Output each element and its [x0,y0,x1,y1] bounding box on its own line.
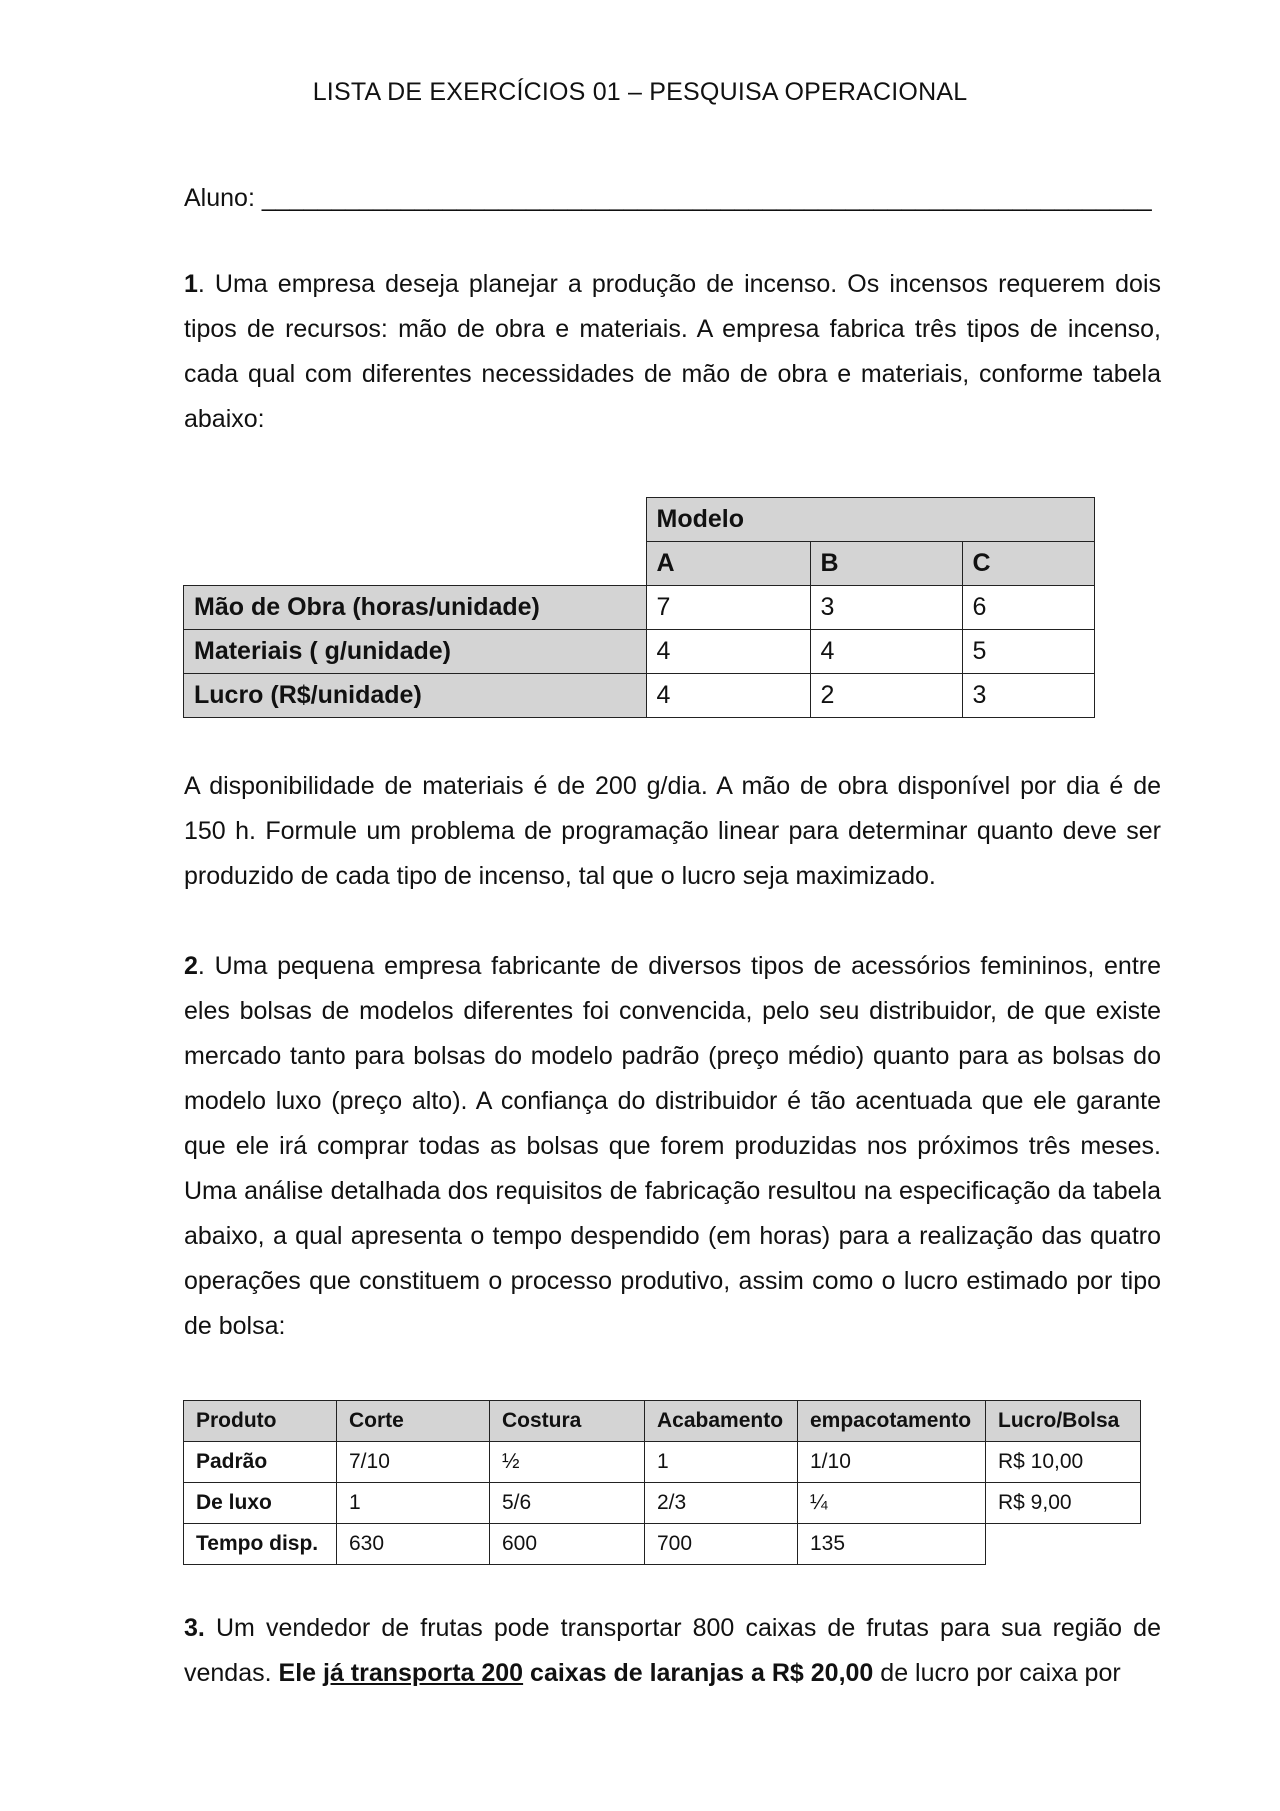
row-label: Mão de Obra (horas/unidade) [184,586,647,630]
table-cell: 1 [645,1442,798,1483]
table-cell: 1 [337,1483,490,1524]
table-cell: 6 [962,586,1094,630]
table-cell: 4 [646,674,810,718]
col-header: B [810,542,962,586]
col-header: C [962,542,1094,586]
table-cell: 4 [646,630,810,674]
table-row [184,674,1095,718]
table-row [184,1442,1141,1483]
table-row [184,1483,1141,1524]
student-name-line: Aluno: ________________________________________________________________ [184,184,1152,212]
col-header: Lucro/Bolsa [986,1401,1141,1442]
table-cell: 3 [810,586,962,630]
table-cell: R$ 9,00 [986,1483,1141,1524]
table-cell: 700 [645,1524,798,1565]
table-cell: 7/10 [337,1442,490,1483]
table-row [184,586,1095,630]
table-cell: ½ [490,1442,645,1483]
question-2-text: 2. Uma pequena empresa fabricante de diversos tipos de acessórios femininos, entre eles bolsas de modelos diferentes foi convencida, pelo seu distribuidor, de que existe mercado tanto para bolsas do modelo padrão (preço médio) quanto para as bolsas do modelo luxo (preço alto). A confiança do distribuidor é tão acentuada que ele garante que ele irá comprar todas as bolsas que forem produzidas nos próximos três meses. Uma análise detalhada dos requisitos de fabricação resultou na especificação da tabela abaixo, a qual apresenta o tempo despendido (em horas) para a realização das quatro operações que constituem o processo produtivo, assim como o lucro estimado por tipo de bolsa: [184,952,1161,1340]
empty-cell [986,1524,1141,1565]
col-header: A [646,542,810,586]
handbag-table [183,1400,1141,1565]
table-cell: R$ 10,00 [986,1442,1141,1483]
question-1-number: 1 [184,270,198,298]
row-label: Tempo disp. [184,1524,337,1565]
table-corner [184,498,647,586]
table-cell: 5/6 [490,1483,645,1524]
col-header: Corte [337,1401,490,1442]
table-cell: 1/10 [798,1442,986,1483]
question-3-text: 3. Um vendedor de frutas pode transportar 800 caixas de frutas para sua região de vendas. Ele já transporta 200 caixas de laranjas a R$ 20,00 de lucro por caixa por [184,1614,1161,1687]
table-cell: ¼ [798,1483,986,1524]
question-1-text: 1. Uma empresa deseja planejar a produção de incenso. Os incensos requerem dois tipos de recursos: mão de obra e materiais. A empresa fabrica três tipos de incenso, cada qual com diferentes necessidades de mão de obra e materiais, conforme tabela abaixo: [184,270,1161,433]
table-cell: 5 [962,630,1094,674]
table-cell: 135 [798,1524,986,1565]
col-header: empacotamento [798,1401,986,1442]
table-cell: 4 [810,630,962,674]
row-label: Materiais ( g/unidade) [184,630,647,674]
col-header: Costura [490,1401,645,1442]
col-header: Acabamento [645,1401,798,1442]
row-label: De luxo [184,1483,337,1524]
table-cell: 2/3 [645,1483,798,1524]
question-3-number: 3. [184,1614,205,1642]
page-title: LISTA DE EXERCÍCIOS 01 – PESQUISA OPERACIONAL [312,78,968,106]
incense-table [183,497,1095,718]
model-group-header: Modelo [646,498,1094,542]
question-2-number: 2 [184,952,198,980]
table-cell: 2 [810,674,962,718]
table-cell: 7 [646,586,810,630]
table-row [184,630,1095,674]
table-cell: 3 [962,674,1094,718]
table-row [184,1524,1141,1565]
col-header: Produto [184,1401,337,1442]
table-cell: 630 [337,1524,490,1565]
question-1-followup: A disponibilidade de materiais é de 200 g/dia. A mão de obra disponível por dia é de 150 h. Formule um problema de programação linear para determinar quanto deve ser produzido de cada tipo de incenso, tal que o lucro seja maximizado. [184,772,1161,890]
row-label: Lucro (R$/unidade) [184,674,647,718]
table-cell: 600 [490,1524,645,1565]
row-label: Padrão [184,1442,337,1483]
